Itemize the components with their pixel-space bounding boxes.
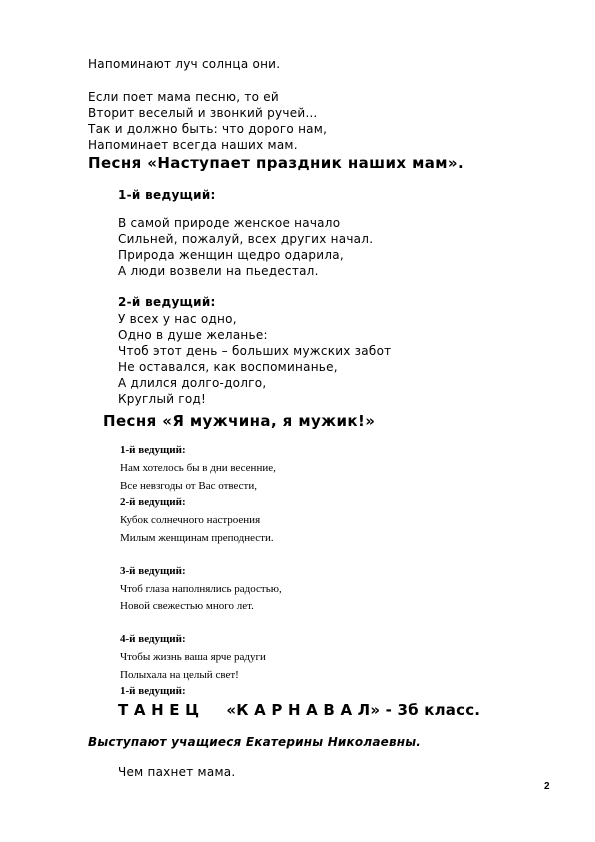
poem-line: Напоминают луч солнца они. xyxy=(88,57,281,71)
poem-line: Все невзгоды от Вас отвести, xyxy=(120,480,257,492)
speaker-label: 4-й ведущий: xyxy=(120,633,186,645)
poem-line: Милым женщинам преподнести. xyxy=(120,532,274,544)
poem-line: У всех у нас одно, xyxy=(118,312,237,326)
song-title: Песня «Наступает праздник наших мам». xyxy=(88,154,465,172)
poem-line: Природа женщин щедро одарила, xyxy=(118,248,344,262)
speaker-label: 2-й ведущий: xyxy=(118,295,216,309)
speaker-label: 1-й ведущий: xyxy=(120,444,186,456)
speaker-label: 1-й ведущий: xyxy=(118,188,216,202)
performers-line: Выступают учащиеся Екатерины Николаевны. xyxy=(88,735,422,749)
poem-line: Полыхала на целый свет! xyxy=(120,669,239,681)
poem-line: Нам хотелось бы в дни весенние, xyxy=(120,462,276,474)
dance-title: Т А Н Е Ц «К А Р Н А В А Л» - 3б класс. xyxy=(118,701,481,719)
page-number: 2 xyxy=(544,781,550,792)
song-title: Песня «Я мужчина, я мужик!» xyxy=(103,412,376,430)
poem-line: Чтобы жизнь ваша ярче радуги xyxy=(120,651,266,663)
poem-line: Вторит веселый и звонкий ручей… xyxy=(88,106,318,120)
poem-line: Напоминает всегда наших мам. xyxy=(88,138,298,152)
poem-line: А длился долго-долго, xyxy=(118,376,267,390)
speaker-label: 2-й ведущий: xyxy=(120,496,186,508)
poem-line: Новой свежестью много лет. xyxy=(120,600,254,612)
poem-line: Чтоб этот день – больших мужских забот xyxy=(118,344,392,358)
poem-line: А люди возвели на пьедестал. xyxy=(118,264,319,278)
poem-line: Одно в душе желанье: xyxy=(118,328,268,342)
poem-line: Если поет мама песню, то ей xyxy=(88,90,279,104)
poem-line: В самой природе женское начало xyxy=(118,216,341,230)
poem-title: Чем пахнет мама. xyxy=(118,765,236,779)
poem-line: Круглый год! xyxy=(118,392,207,406)
speaker-label: 1-й ведущий: xyxy=(120,685,186,697)
poem-line: Чтоб глаза наполнялись радостью, xyxy=(120,583,282,595)
poem-line: Кубок солнечного настроения xyxy=(120,514,261,526)
poem-line: Так и должно быть: что дорого нам, xyxy=(88,122,328,136)
poem-line: Не оставался, как воспоминанье, xyxy=(118,360,338,374)
poem-line: Сильней, пожалуй, всех других начал. xyxy=(118,232,374,246)
speaker-label: 3-й ведущий: xyxy=(120,565,186,577)
